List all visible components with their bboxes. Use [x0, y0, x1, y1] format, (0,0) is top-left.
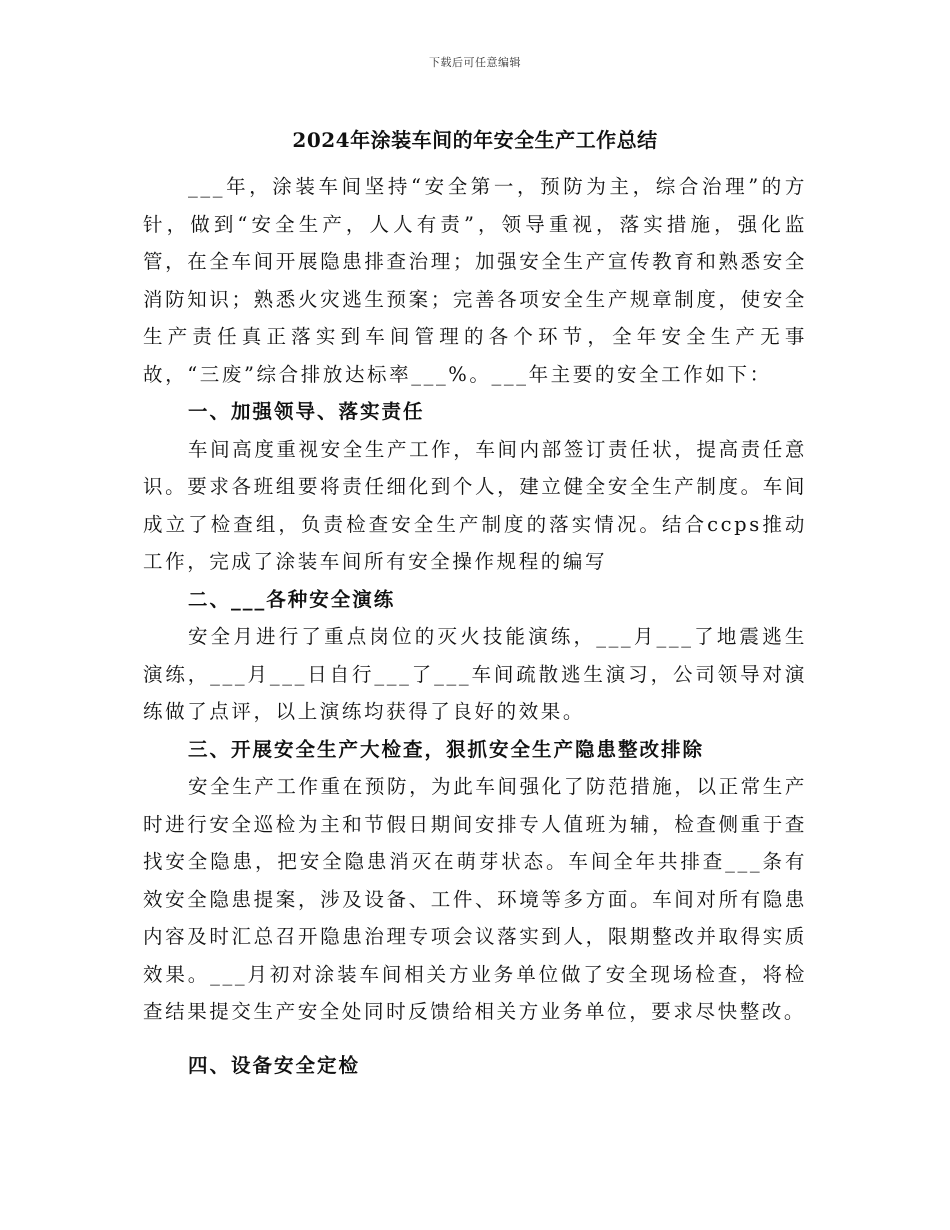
section-heading-3: 三、开展安全生产大检查，狠抓安全生产隐患整改排除	[188, 737, 705, 761]
section-heading-2: 二、___各种安全演练	[188, 587, 396, 611]
intro-paragraph: ___年，涂装车间坚持“安全第一，预防为主，综合治理”的方针，做到“安全生产，人人有责”，领导重视，落实措施，强化监管，在全车间开展隐患排查治理；加强安全生产宣传教育和熟悉安全消防知识；熟悉火灾逃生预案；完善各项安全生产规章制度，使安全生产责任真正落实到车间管理的各个环节，全年安全生产无事故，“三废”综合排放达标率___%。___年主要的安全工作如下：	[143, 175, 807, 386]
section-heading-4: 四、设备安全定检	[188, 1053, 361, 1077]
document-title: 2024年涂装车间的年安全生产工作总结	[292, 128, 658, 152]
section-heading-1: 一、加强领导、落实责任	[188, 400, 425, 423]
document-body	[143, 168, 807, 1084]
header-note: 下载后可任意编辑	[429, 56, 521, 69]
section-paragraph-3: 安全生产工作重在预防，为此车间强化了防范措施，以正常生产时进行安全巡检为主和节假日期间安排专人值班为辅，检查侧重于查找安全隐患，把安全隐患消灭在萌芽状态。车间全年共排查___条有效安全隐患提案，涉及设备、工件、环境等多方面。车间对所有隐患内容及时汇总召开隐患治理专项会议落实到人，限期整改并取得实质效果。___月初对涂装车间相关方业务单位做了安全现场检查，将检查结果提交生产安全处同时反馈给相关方业务单位，要求尽快整改。	[143, 775, 807, 1023]
section-paragraph-2: 安全月进行了重点岗位的灭火技能演练，___月___了地震逃生演练，___月___日自行___了___车间疏散逃生演习，公司领导对演练做了点评，以上演练均获得了良好的效果。	[143, 625, 807, 723]
section-paragraph-1: 车间高度重视安全生产工作，车间内部签订责任状，提高责任意识。要求各班组要将责任细化到个人，建立健全安全生产制度。车间成立了检查组，负责检查安全生产制度的落实情况。结合ccps推动工作，完成了涂装车间所有安全操作规程的编写	[143, 437, 807, 573]
